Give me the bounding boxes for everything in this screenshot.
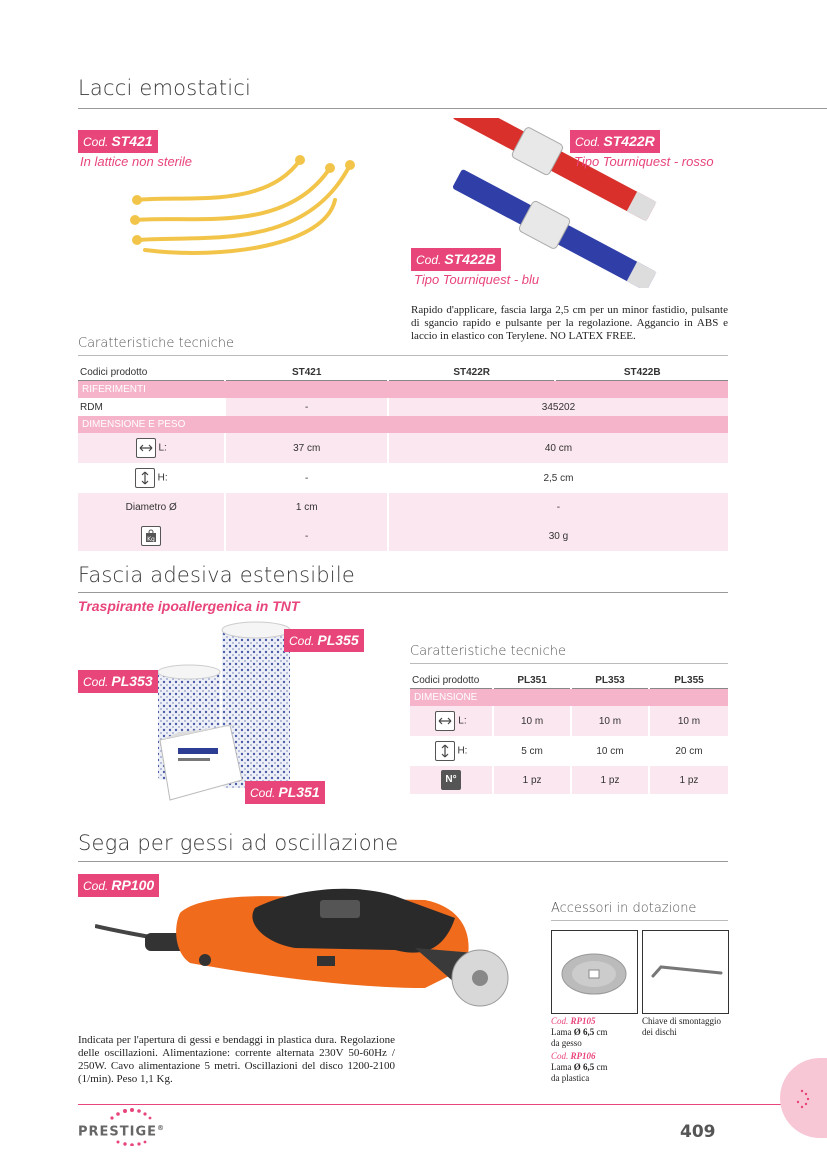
accessories-title: Accessori in dotazione (551, 901, 697, 916)
footer-rule (78, 1104, 827, 1105)
accessory-rp105-text: Cod. RP105 Lama Ø 6,5 cm da gesso Cod. RP106 Lama Ø 6,5 cm da plastica (551, 1016, 608, 1083)
table-row-qty: N° 1 pz 1 pz 1 pz (410, 766, 728, 794)
weight-icon (141, 526, 161, 546)
section-title-lacci: Lacci emostatici (78, 76, 252, 100)
cod-badge-rp100: Cod. RP100 (78, 874, 159, 897)
prestige-logo: PRESTIGE® (78, 1124, 166, 1140)
accessory-blade-box (551, 930, 638, 1014)
accessory-key-box (642, 930, 729, 1014)
cod-badge-pl353: Cod. PL353 (78, 670, 158, 693)
section-row-dimensione-peso: DIMENSIONE E PESO (78, 416, 728, 433)
hex-key-icon (643, 931, 728, 1013)
table-row-rdm: RDM - 345202 (78, 398, 728, 416)
dots-decoration-icon (780, 1058, 827, 1138)
section-title-fascia: Fascia adesiva estensibile (78, 563, 355, 587)
saw-description: Indicata per l'apertura di gessi e bendaggi in plastica dura. Regolazione delle oscillazioni. Alimentazione: corrente alternata 230V 50-60Hz / 250W. Cavo alimentazione 5 metri. Oscillazioni del disco 1200-2100 (1/min). Peso 1,1 Kg. (78, 1034, 395, 1085)
tech-title-1: Caratteristiche tecniche (78, 336, 234, 351)
tourniquet-description: Rapido d'applicare, fascia larga 2,5 cm per un minor fastidio, pulsante di sgancio rapido e pulsante per la regolazione. Aggancio in ABS e laccio in elastico con Terylene. NO LATEX FREE. (411, 304, 728, 342)
saw-blade-icon (552, 931, 637, 1013)
cod-badge-pl351: Cod. PL351 (245, 781, 325, 804)
latex-tube-image (125, 140, 360, 265)
tech-table-lacci (76, 364, 730, 551)
height-arrow-icon (135, 468, 155, 488)
section-title-sega: Sega per gessi ad oscillazione (78, 831, 399, 855)
section-row-riferimenti: RIFERIMENTI (78, 381, 728, 398)
table-row-weight: Kg - 30 g (78, 521, 728, 551)
page-tab (780, 1058, 827, 1138)
cod-badge-pl355: Cod. PL355 (284, 629, 364, 652)
svg-text:Kg: Kg (147, 536, 156, 543)
table-header-row: Codici prodotto ST421 ST422R ST422B (78, 364, 728, 381)
table-row-length: L: 10 m 10 m 10 m (410, 706, 728, 736)
st422r-desc: Tipo Tourniquest - rosso (574, 154, 714, 169)
tech-title-2: Caratteristiche tecniche (410, 644, 566, 659)
oscillating-saw-image (95, 878, 525, 1028)
height-arrow-icon (435, 741, 455, 761)
tech-table-fascia (408, 672, 730, 794)
fascia-subtitle: Traspirante ipoallergenica in TNT (78, 598, 300, 614)
table-header-row: Codici prodotto PL351 PL353 PL355 (410, 672, 728, 689)
cod-badge-st422b: Cod. ST422B (411, 248, 501, 271)
length-arrow-icon (435, 711, 455, 731)
title-rule (78, 108, 827, 109)
number-icon: N° (441, 770, 461, 790)
cod-badge-st421: Cod. ST421 (78, 130, 158, 153)
table-row-length: L: 37 cm 40 cm (78, 433, 728, 463)
st422b-desc: Tipo Tourniquest - blu (414, 272, 540, 287)
accessory-key-text: Chiave di smontaggio dei dischi (642, 1016, 721, 1037)
cod-badge-st422r: Cod. ST422R (570, 130, 660, 153)
page-number: 409 (680, 1122, 716, 1142)
st421-desc: In lattice non sterile (80, 154, 193, 169)
section-row-dimensione: DIMENSIONE (410, 689, 728, 706)
length-arrow-icon (136, 438, 156, 458)
table-row-diameter: Diametro Ø 1 cm - (78, 493, 728, 521)
table-row-height: H: 5 cm 10 cm 20 cm (410, 736, 728, 766)
table-row-height: H: - 2,5 cm (78, 463, 728, 493)
